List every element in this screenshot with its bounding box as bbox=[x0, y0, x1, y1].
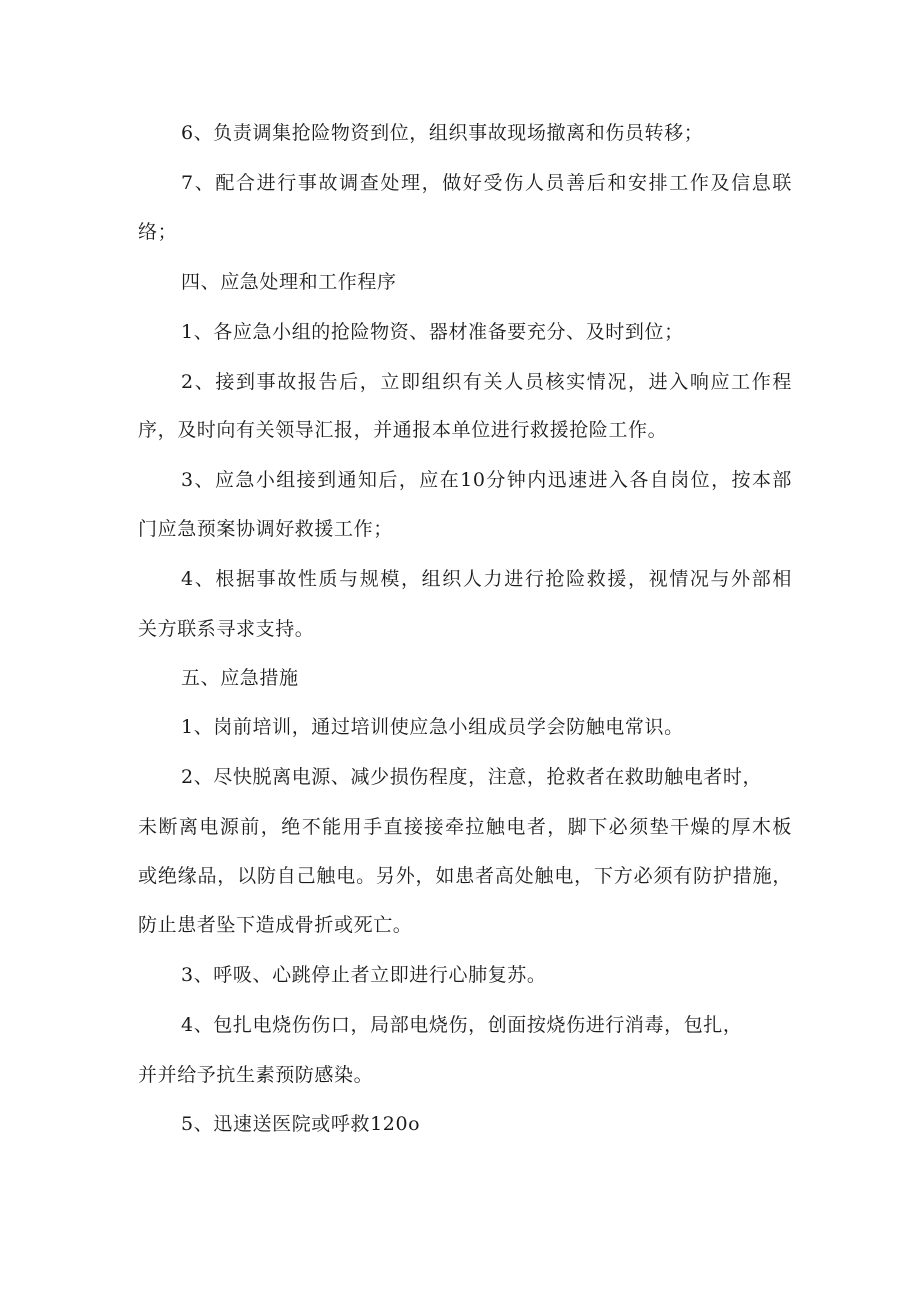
text-line: 未断离电源前，绝不能用手直接接牵拉触电者，脚下必须垫干燥的厚木板 bbox=[138, 816, 792, 838]
text-line: 2、尽快脱离电源、减少损伤程度，注意，抢救者在救助触电者时， bbox=[181, 766, 763, 788]
text-line: 关方联系寻求支持。 bbox=[138, 618, 315, 640]
text-line: 4、根据事故性质与规模，组织人力进行抢险救援，视情况与外部相 bbox=[181, 568, 792, 590]
text-line: 或绝缘品，以防自己触电。另外，如患者高处触电，下方必须有防护措施， bbox=[138, 865, 792, 887]
text-line: 1、各应急小组的抢险物资、器材准备要充分、及时到位； bbox=[181, 321, 684, 343]
text-line: 防止患者坠下造成骨折或死亡。 bbox=[138, 914, 413, 936]
text-line: 1、岗前培训，通过培训使应急小组成员学会防触电常识。 bbox=[181, 716, 684, 738]
text-line: 6、负责调集抢险物资到位，组织事故现场撤离和伤员转移； bbox=[181, 122, 704, 144]
text-line: 4、包扎电烧伤伤口，局部电烧伤，创面按烧伤进行消毒，包扎， bbox=[181, 1014, 743, 1036]
text-line: 3、应急小组接到通知后，应在10分钟内迅速进入各自岗位，按本部 bbox=[181, 469, 792, 491]
text-line: 门应急预案协调好救援工作； bbox=[138, 518, 393, 540]
text-line: 2、接到事故报告后，立即组织有关人员核实情况，进入响应工作程 bbox=[181, 371, 792, 393]
section-heading: 五、应急措施 bbox=[181, 667, 299, 689]
section-heading: 四、应急处理和工作程序 bbox=[181, 271, 397, 293]
text-line: 络； bbox=[138, 221, 178, 243]
text-line: 5、迅速送医院或呼救120o bbox=[181, 1113, 421, 1135]
text-line: 3、呼吸、心跳停止者立即进行心肺复苏。 bbox=[181, 964, 547, 986]
text-line: 并并给予抗生素预防感染。 bbox=[138, 1064, 374, 1086]
text-line: 序，及时向有关领导汇报，并通报本单位进行救援抢险工作。 bbox=[138, 419, 668, 441]
text-line: 7、配合进行事故调查处理，做好受伤人员善后和安排工作及信息联 bbox=[181, 172, 792, 194]
